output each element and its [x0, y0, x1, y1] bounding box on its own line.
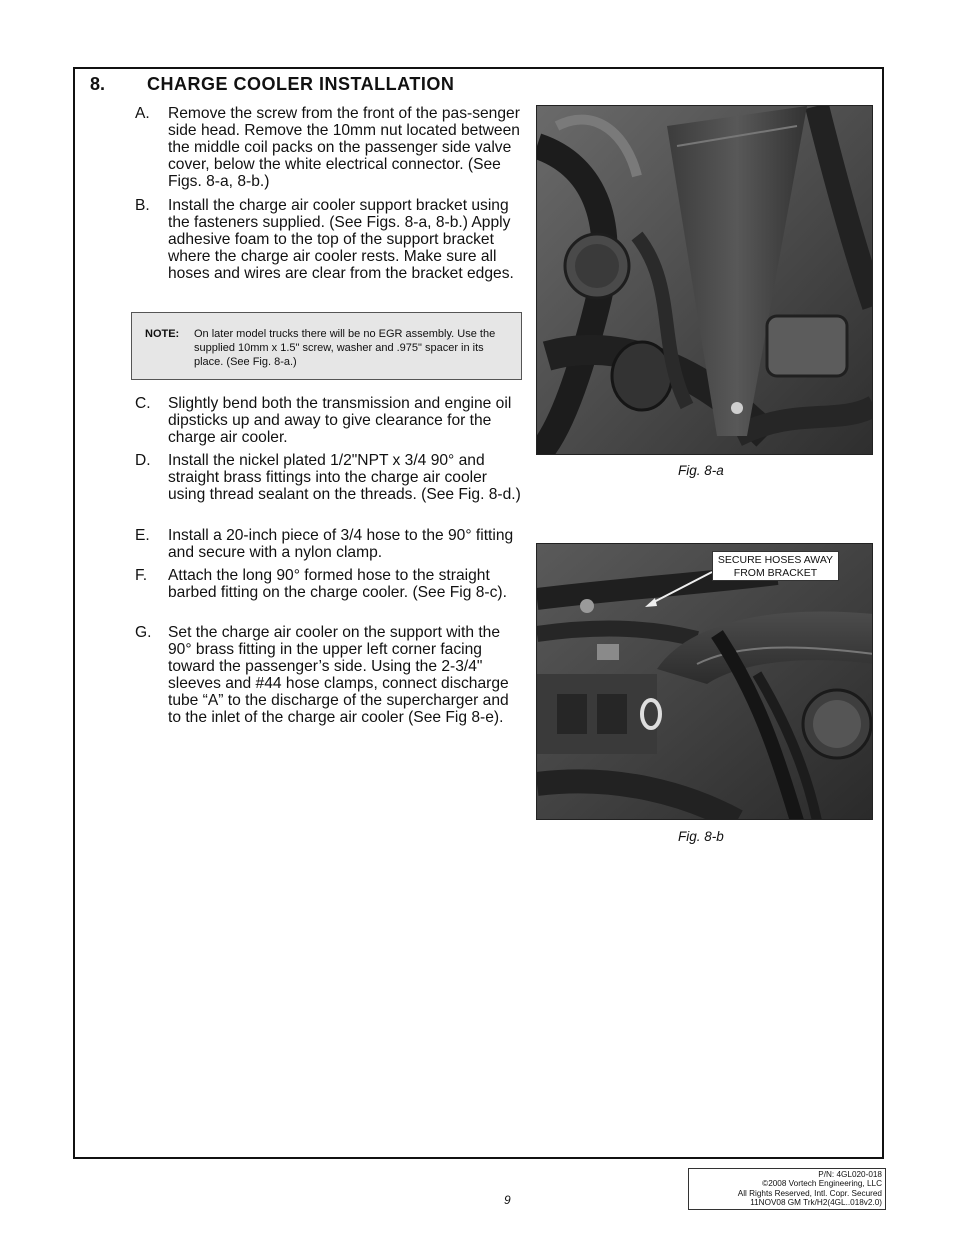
section-number: 8. [90, 74, 106, 94]
doc-code: 11NOV08 GM Trk/H2(4GL..018v2.0) [750, 1197, 882, 1207]
step-letter: D. [135, 452, 151, 469]
section-title: CHARGE COOLER INSTALLATION [147, 74, 455, 94]
figure-8a-photo [536, 105, 873, 455]
callout-line-2: FROM BRACKET [733, 567, 818, 579]
step-letter: A. [135, 105, 150, 122]
callout-line-1: SECURE HOSES AWAY [717, 554, 834, 566]
note-text: On later model trucks there will be no EGR assembly. Use the supplied 10mm x 1.5" screw, washer and .975" spacer in its place. (See Fig. 8-a.) [194, 328, 496, 368]
step-text: Install the charge air cooler support bracket using the fasteners supplied. (See Figs. 8-a, 8-b.) Apply adhesive foam to the top of the support bracket where the charge air cooler rests. Make sure all hoses and wires are clear from the bracket edges. [168, 197, 514, 282]
step-letter: F. [135, 567, 148, 584]
part-number: P/N: 4GL020-018 [818, 1170, 882, 1179]
note-box [131, 312, 522, 380]
step-text: Install a 20-inch piece of 3/4 hose to the 90° fitting and secure with a nylon clamp. [168, 527, 514, 561]
figure-8a-caption: Fig. 8-a [678, 463, 724, 478]
engine-bracket-photo [537, 106, 873, 455]
step-text: Remove the screw from the front of the pas-senger side head. Remove the 10mm nut located between the middle coil packs on the passenger side valve cover, below the white electrical connector. (See Figs. 8-a, 8-b.) [168, 105, 520, 190]
step-text: Attach the long 90° formed hose to the straight barbed fitting on the charge cooler. (See Fig 8-c). [168, 567, 507, 601]
step-letter: E. [135, 527, 150, 544]
figure-8b-callout [712, 551, 839, 581]
engine-hoses-photo [537, 544, 873, 820]
step-letter: G. [135, 624, 152, 641]
step-text: Set the charge air cooler on the support with the 90° brass fitting in the upper left corner facing toward the passenger’s side. Using the 2-3/4" sleeves and #44 hose clamps, connect discharge tube “A” to the discharge of the supercharger and to the inlet of the charge air cooler (See Fig 8-e). [168, 624, 509, 726]
step-text: Install the nickel plated 1/2"NPT x 3/4 90° and straight brass fittings into the charge air cooler using thread sealant on the threads. (See Fig. 8-d.) [168, 452, 521, 503]
step-letter: C. [135, 395, 151, 412]
step-letter: B. [135, 197, 150, 214]
page-number: 9 [504, 1193, 511, 1207]
copyright-line: ©2008 Vortech Engineering, LLC [762, 1179, 882, 1189]
figure-8b-photo [536, 543, 873, 820]
figure-8b-caption: Fig. 8-b [678, 829, 724, 844]
note-label: NOTE: [145, 328, 180, 340]
step-text: Slightly bend both the transmission and engine oil dipsticks up and away to give clearance for the charge air cooler. [168, 395, 512, 446]
rights-line: All Rights Reserved, Intl. Copr. Secured [737, 1188, 882, 1198]
document-info-box [688, 1168, 886, 1210]
